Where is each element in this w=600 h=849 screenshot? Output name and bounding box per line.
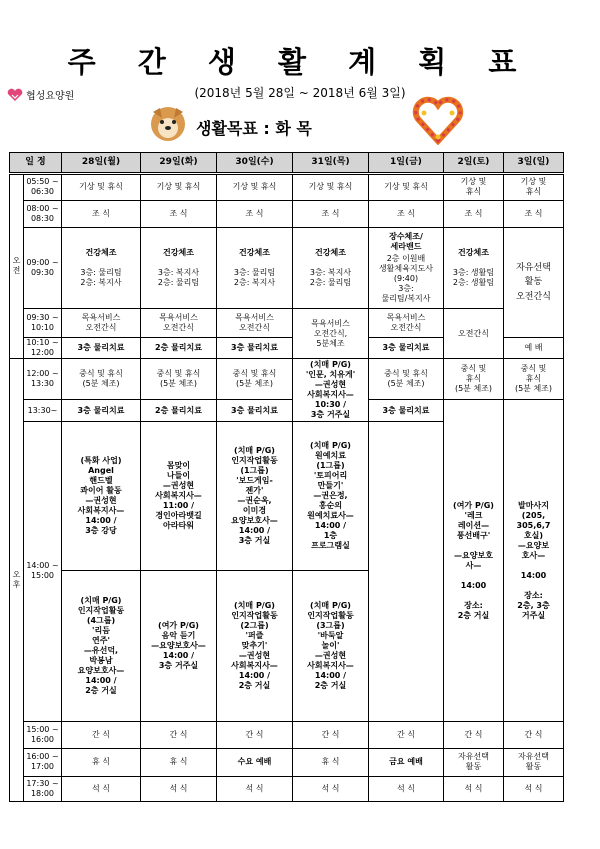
time-cell: 09:00 ~ 09:30: [24, 227, 62, 308]
row-bath: [10, 309, 564, 338]
therapy-cell: 3층 물리치료: [217, 337, 293, 359]
breakfast-cell: 조 식: [293, 201, 369, 228]
program-cell: (치매 P/G) 인지작업활동 (1그룹) '보드게임- 젠가' —권순옥, 이미경 요양보호사— 14:00 / 3층 거실: [217, 422, 293, 571]
program-cell: (치매 P/G) 인지작업활동 (3그룹) '바둑알 놀이' —권성현 사회복지사— 14:00 / 2층 거실: [293, 570, 369, 721]
dinner-cell: 석 식: [217, 777, 293, 802]
therapy-cell: 3층 물리치료: [369, 337, 444, 359]
program-cell: (치매 P/G) 원예치료 (1그룹) '토피어리 만들기' —권은정, 홍순의 원예치료사— 14:00 / 1층 프로그램실: [293, 422, 369, 571]
snack-cell: 간 식: [504, 721, 564, 748]
sat-snack-cell: 오전간식: [444, 309, 504, 359]
lunch-cell: 중식 및 휴식 (5분 체조): [217, 359, 293, 400]
weekly-schedule-table: [9, 152, 564, 802]
section-am: 오 전: [10, 173, 24, 359]
dinner-cell: 석 식: [444, 777, 504, 802]
exercise-cell: 장수체조/ 세라밴드 2층 이원배 생활체육지도사 (9:40) 3층: 물리팀/복지사: [369, 227, 444, 308]
breakfast-cell: 조 식: [217, 201, 293, 228]
evening-cell: 휴 식: [141, 748, 217, 777]
exercise-cell: 건강체조 3층: 생활팀 2층: 생활팀: [444, 227, 504, 308]
snack-cell: 간 식: [217, 721, 293, 748]
row-dinner: [10, 777, 564, 802]
program-cell: (치매 P/G) 인지작업활동 (2그룹) '퍼즐 맞추기' —권성현 사회복지사— 14:00 / 2층 거실: [217, 570, 293, 721]
time-cell: 09:30 ~ 10:10: [24, 309, 62, 338]
time-cell: 17:30 ~ 18:00: [24, 777, 62, 802]
therapy-cell: 2층 물리치료: [141, 337, 217, 359]
evening-cell: 자유선택 활동: [504, 748, 564, 777]
time-cell: 13:30~: [24, 400, 62, 422]
dinner-cell: 석 식: [293, 777, 369, 802]
bath-cell: 목욕서비스 오전간식: [217, 309, 293, 338]
time-cell: 10:10 ~ 12:00: [24, 337, 62, 359]
service-cell: 예 배: [504, 337, 564, 359]
program-cell: 몸맞이 나들이 —권성현 사회복지사— 11:00 / 경인아라뱃길 아라타워: [141, 422, 217, 571]
therapy-cell: 3층 물리치료: [62, 337, 141, 359]
snack-cell: 간 식: [293, 721, 369, 748]
wake-cell: 기상 및 휴식: [141, 173, 217, 201]
evening-cell: 금요 예배: [369, 748, 444, 777]
evening-cell: 휴 식: [293, 748, 369, 777]
program-cell: (치매 P/G) 인지작업활동 (4그룹) '리듬 연주' —유선덕, 박봉남 요양보호사— 14:00 / 2층 거실: [62, 570, 141, 721]
section-pm: 오 후: [10, 359, 24, 802]
wake-cell: 기상 및 휴식: [504, 173, 564, 201]
time-cell: 16:00 ~ 17:00: [24, 748, 62, 777]
bath-cell: 목욕서비스 오전간식, 5분체조: [293, 309, 369, 359]
therapy-cell: 3층 물리치료: [62, 400, 141, 422]
dinner-cell: 석 식: [369, 777, 444, 802]
lunch-cell: 중식 및 휴식 (5분 체조): [62, 359, 141, 400]
evening-cell: 수요 예배: [217, 748, 293, 777]
exercise-cell: 건강체조 3층: 물리팀 2층: 복지사: [62, 227, 141, 308]
friday-pm-cell: (여가 P/G) '레크 레이션— 풍선배구' —요양보호 사— 14:00 장소: 2층 거실: [444, 400, 504, 721]
evening-cell: 자유선택 활동: [444, 748, 504, 777]
wake-cell: 기상 및 휴식: [369, 173, 444, 201]
time-cell: 05:50 ~ 06:30: [24, 173, 62, 201]
program-cell: (특화 사업) Angel 핸드벨 콰이어 활동 —권성현 사회복지사— 14:00 / 3층 강당: [62, 422, 141, 571]
time-cell: 12:00 ~ 13:30: [24, 359, 62, 400]
lunch-cell: 중식 및 휴식 (5분 체조): [369, 359, 444, 400]
time-cell: 14:00 ~ 15:00: [24, 422, 62, 722]
therapy-cell: 3층 물리치료: [217, 400, 293, 422]
life-goal: 생활목표 : 화 목: [196, 119, 312, 138]
bath-cell: 목욕서비스 오전간식: [369, 309, 444, 338]
page-title: 주 간 생 활 계 획 표: [67, 45, 533, 79]
row-breakfast: [10, 201, 564, 228]
breakfast-cell: 조 식: [62, 201, 141, 228]
row-early-pm: [10, 400, 564, 422]
lunch-cell: 중식 및 휴식 (5분 체조): [444, 359, 504, 400]
evening-cell: 휴 식: [62, 748, 141, 777]
lunch-cell: 중식 및 휴식 (5분 체조): [141, 359, 217, 400]
header-period: 일 정: [10, 153, 62, 174]
snack-cell: 간 식: [62, 721, 141, 748]
breakfast-cell: 조 식: [444, 201, 504, 228]
sunday-free-cell: 자유선택 활동 오전간식: [504, 227, 564, 337]
bath-cell: 목욕서비스 오전간식: [62, 309, 141, 338]
row-snack: [10, 721, 564, 748]
dinner-cell: 석 식: [504, 777, 564, 802]
header-day: 2일(토): [444, 153, 504, 174]
wake-cell: 기상 및 휴식: [62, 173, 141, 201]
header-row: [10, 153, 564, 174]
dinner-cell: 석 식: [141, 777, 217, 802]
dinner-cell: 석 식: [62, 777, 141, 802]
program-cell: (여가 P/G) 음악 듣기 —요양보호사— 14:00 / 3층 거주실: [141, 570, 217, 721]
wake-cell: 기상 및 휴식: [293, 173, 369, 201]
row-wake: [10, 173, 564, 201]
breakfast-cell: 조 식: [369, 201, 444, 228]
breakfast-cell: 조 식: [141, 201, 217, 228]
header-day: 29일(화): [141, 153, 217, 174]
snack-cell: 간 식: [369, 721, 444, 748]
wake-cell: 기상 및 휴식: [444, 173, 504, 201]
time-cell: 08:00 ~ 08:30: [24, 201, 62, 228]
time-cell: 15:00 ~ 16:00: [24, 721, 62, 748]
header-day: 3일(일): [504, 153, 564, 174]
period-range: (2018년 5월 28일 ~ 2018년 6월 3일): [194, 86, 406, 100]
bath-cell: 목욕서비스 오전간식: [141, 309, 217, 338]
puppy-image: [148, 104, 188, 142]
wake-cell: 기상 및 휴식: [217, 173, 293, 201]
header-day: 31일(목): [293, 153, 369, 174]
heart-wreath-image: [412, 93, 464, 145]
exercise-cell: 건강체조 3층: 복지사 2층: 물리팀: [141, 227, 217, 308]
row-morning-exercise: [10, 227, 564, 308]
breakfast-cell: 조 식: [504, 201, 564, 228]
exercise-cell: 건강체조 3층: 물리팀 2층: 복지사: [217, 227, 293, 308]
snack-cell: 간 식: [141, 721, 217, 748]
therapy-cell: 3층 물리치료: [369, 400, 444, 422]
exercise-cell: 건강체조 3층: 복지사 2층: 물리팀: [293, 227, 369, 308]
row-lunch: [10, 359, 564, 400]
snack-cell: 간 식: [444, 721, 504, 748]
header-day: 30일(수): [217, 153, 293, 174]
saturday-pm-cell: 발마사지 (205, 305,6,7 호실) —요양보 호사— 14:00 장소: 2층, 3층 거주실: [504, 400, 564, 721]
org-name: 협성요양원: [26, 91, 75, 102]
row-evening: [10, 748, 564, 777]
lunch-cell: 중식 및 휴식 (5분 체조): [504, 359, 564, 400]
therapy-cell: 2층 물리치료: [141, 400, 217, 422]
thursday-noon-cell: (치매 P/G) '인문, 치유게' —권성현 사회복지사— 10:30 / 3층 거주실: [293, 359, 369, 422]
header-day: 1일(금): [369, 153, 444, 174]
header-day: 28일(월): [62, 153, 141, 174]
